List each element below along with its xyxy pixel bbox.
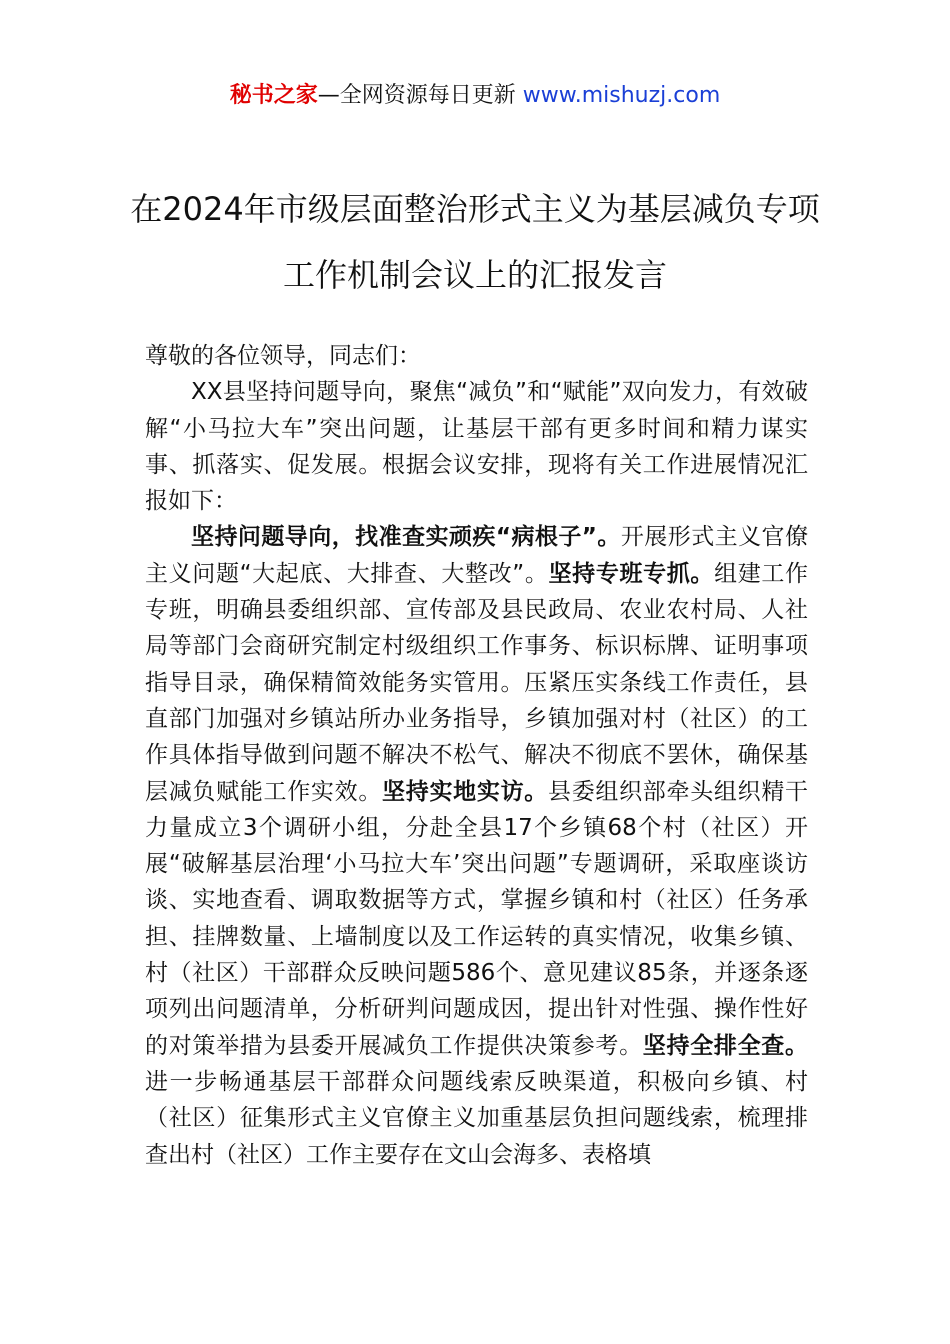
section-text-3: 县委组织部牵头组织精干力量成立3个调研小组，分赴全县17个乡镇68个村（社区）开展“破解基层治理‘小马拉大车’突出问题”专题调研，采取座谈访谈、实地查看、调取数据等方式，掌握乡镇和村（社区）任务承担、挂牌数量、上墙制度以及工作运转的真实情况，收集乡镇、村（社区）干部群众反映问题586个、意见建议85条，并逐条逐项列出问题清单，分析研判问题成因，提出针对性强、操作性好的对策举措为县委开展减负工作提供决策参考。 [145,778,809,1059]
section-text-4: 进一步畅通基层干部群众问题线索反映渠道，积极向乡镇、村（社区）征集形式主义官僚主义加重基层负担问题线索，梳理排查出村（社区）工作主要存在文山会海多、表格填 [145,1068,808,1168]
section-paragraph [145,519,808,1172]
intro-paragraph: XX县坚持问题导向，聚焦“减负”和“赋能”双向发力，有效破解“小马拉大车”突出问题，让基层干部有更多时间和精力谋实事、抓落实、促发展。根据会议安排，现将有关工作进展情况汇报如下： [145,379,808,515]
site-url-link[interactable]: www.mishuzj.com [522,83,721,108]
salutation: 尊敬的各位领导，同志们： [145,343,421,369]
subheading-field-visits: 坚持实地实访。 [382,778,548,805]
subheading-full-check: 坚持全排全查。 [642,1032,809,1059]
document-body [145,338,808,1173]
subheading-specialist-team: 坚持专班专抓。 [548,560,715,587]
site-header [0,80,950,112]
section-text-1: 开展形式主义官僚主义问题“大起底、大排查、大整改”。 [145,524,809,587]
section-text-2: 组建工作专班，明确县委组织部、宣传部及县民政局、农业农村局、人社局等部门会商研究制定村级组织工作事务、标识标牌、证明事项指导目录，确保精简效能务实管用。压紧压实条线工作责任，县直部门加强对乡镇站所办业务指导，乡镇加强对村（社区）的工作具体指导做到问题不解决不松气、解决不彻底不罢休，确保基层减负赋能工作实效。 [145,560,809,805]
section-heading: 坚持问题导向，找准查实顽疾“病根子”。 [191,524,621,551]
document-title: 在2024年市级层面整治形式主义为基层减负专项工作机制会议上的汇报发言 [130,190,820,294]
site-slogan: —全网资源每日更新 [317,83,523,108]
site-brand: 秘书之家 [229,83,318,108]
